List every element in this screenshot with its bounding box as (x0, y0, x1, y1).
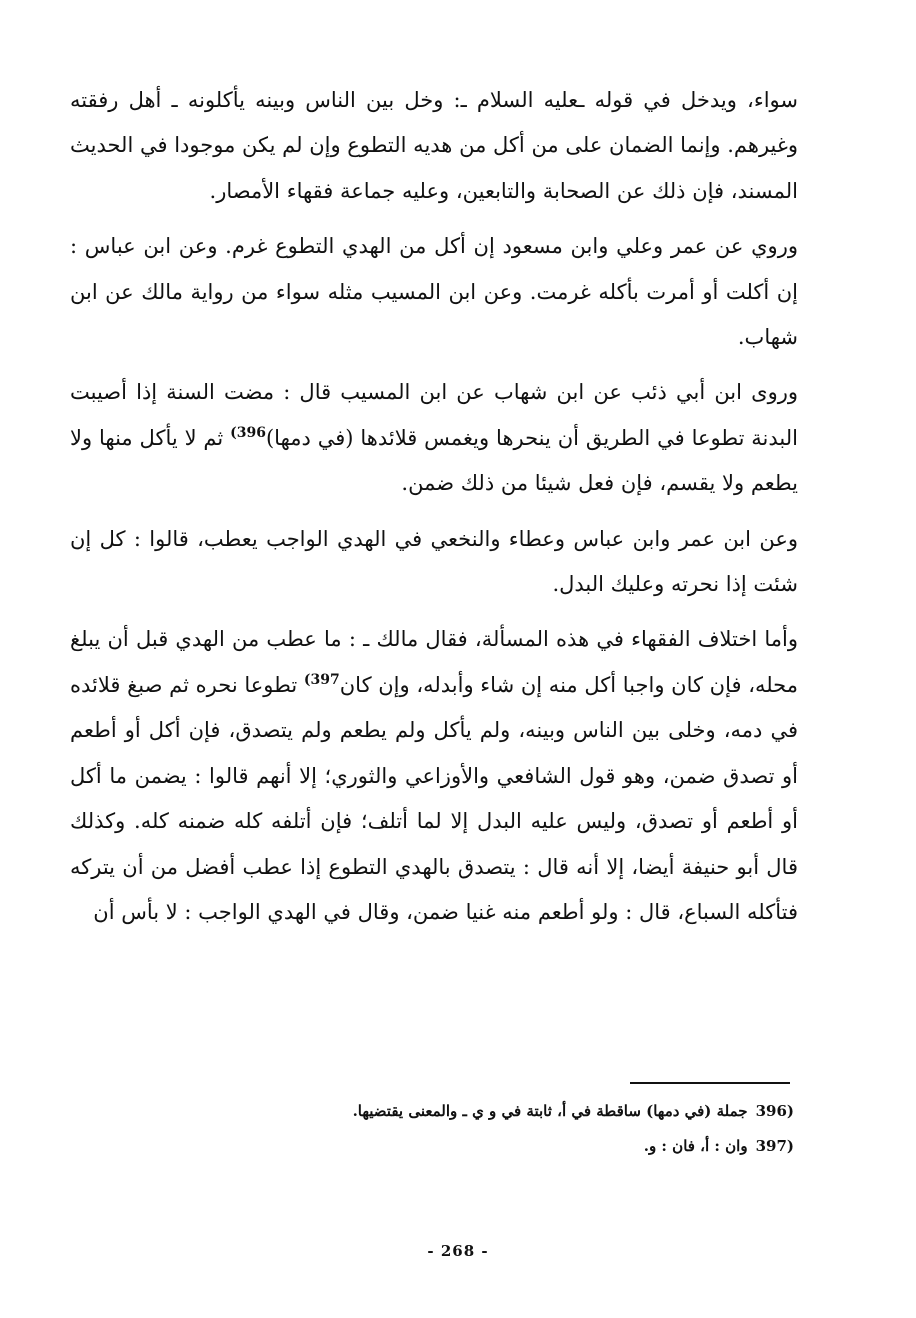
footnote-397 (70, 1129, 794, 1164)
paragraph-1: سواء، ويدخل في قوله ـعليه السلام ـ: وخل بين الناس وبينه يأكلونه ـ أهل رفقته وغيرهم. وإنما الضمان على من أكل من هديه التطوع وإن لم يكن موجودا في الحديث المسند، فإن ذلك عن الصحابة والتابعين، وعليه جماعة فقهاء الأمصار. (70, 88, 798, 203)
footnote-number: 397) (755, 1137, 794, 1155)
footnote-396 (70, 1094, 794, 1129)
footnote-number: 396) (755, 1102, 794, 1120)
page-body (70, 78, 798, 945)
footnotes (70, 1094, 794, 1164)
paragraph-5 (70, 617, 798, 935)
paragraph-5-text-after: تطوعا نحره ثم صبغ قلائده في دمه، وخلى بين الناس وبينه، ولم يأكل ولم يطعم ولم يتصدق، فإن أكل أو أطعم أو تصدق ضمن، وهو قول الشافعي والأوزاعي والثوري؛ إلا أنهم قالوا : يضمن ما أكل أو أطعم أو تصدق، وليس عليه البدل إلا لما أتلف؛ فإن أتلفه كله ضمنه كله. وكذلك قال أبو حنيفة أيضا، إلا أنه قال : يتصدق بالهدي التطوع إذا عطب أفضل من أن يتركه فتأكله السباع، قال : ولو أطعم منه غنيا ضمن، وقال في الهدي الواجب : لا بأس أن (70, 672, 798, 924)
footnote-divider (630, 1082, 790, 1084)
page-number (0, 1242, 916, 1260)
footnote-ref-397: (397 (303, 671, 340, 688)
paragraph-3 (70, 370, 798, 506)
footnote-text: وان : أ، فان : و. (643, 1137, 748, 1155)
page-number-text: - 268 - (427, 1242, 489, 1260)
paragraph-3-text-before: وروى ابن أبي ذئب عن ابن شهاب عن ابن المسيب قال : مضت السنة إذا أصيبت البدنة تطوعا في الطريق أن ينحرها ويغمس قلائدها (في دمها) (70, 380, 798, 450)
paragraph-3-text-after: ثم لا يأكل منها ولا يطعم ولا يقسم، فإن فعل شيئا من ذلك ضمن. (70, 425, 798, 496)
paragraph-5-text-before: وأما اختلاف الفقهاء في هذه المسألة، فقال مالك ـ : ما عطب من الهدي قبل أن يبلغ محله، فإن كان واجبا أكل منه إن شاء وأبدله، وإن كان (70, 627, 798, 697)
footnote-ref-396: (396 (230, 424, 266, 441)
footnote-text: جملة (في دمها) ساقطة في أ، ثابتة في و ي ـ والمعنى يقتضيها. (352, 1102, 748, 1120)
paragraph-4: وعن ابن عمر وابن عباس وعطاء والنخعي في الهدي الواجب يعطب، قالوا : كل إن شئت إذا نحرته وعليك البدل. (70, 526, 798, 597)
paragraph-2: وروي عن عمر وعلي وابن مسعود إن أكل من الهدي التطوع غرم. وعن ابن عباس : إن أكلت أو أمرت بأكله غرمت. وعن ابن المسيب مثله سواء من رواية مالك عن ابن شهاب. (70, 234, 798, 350)
